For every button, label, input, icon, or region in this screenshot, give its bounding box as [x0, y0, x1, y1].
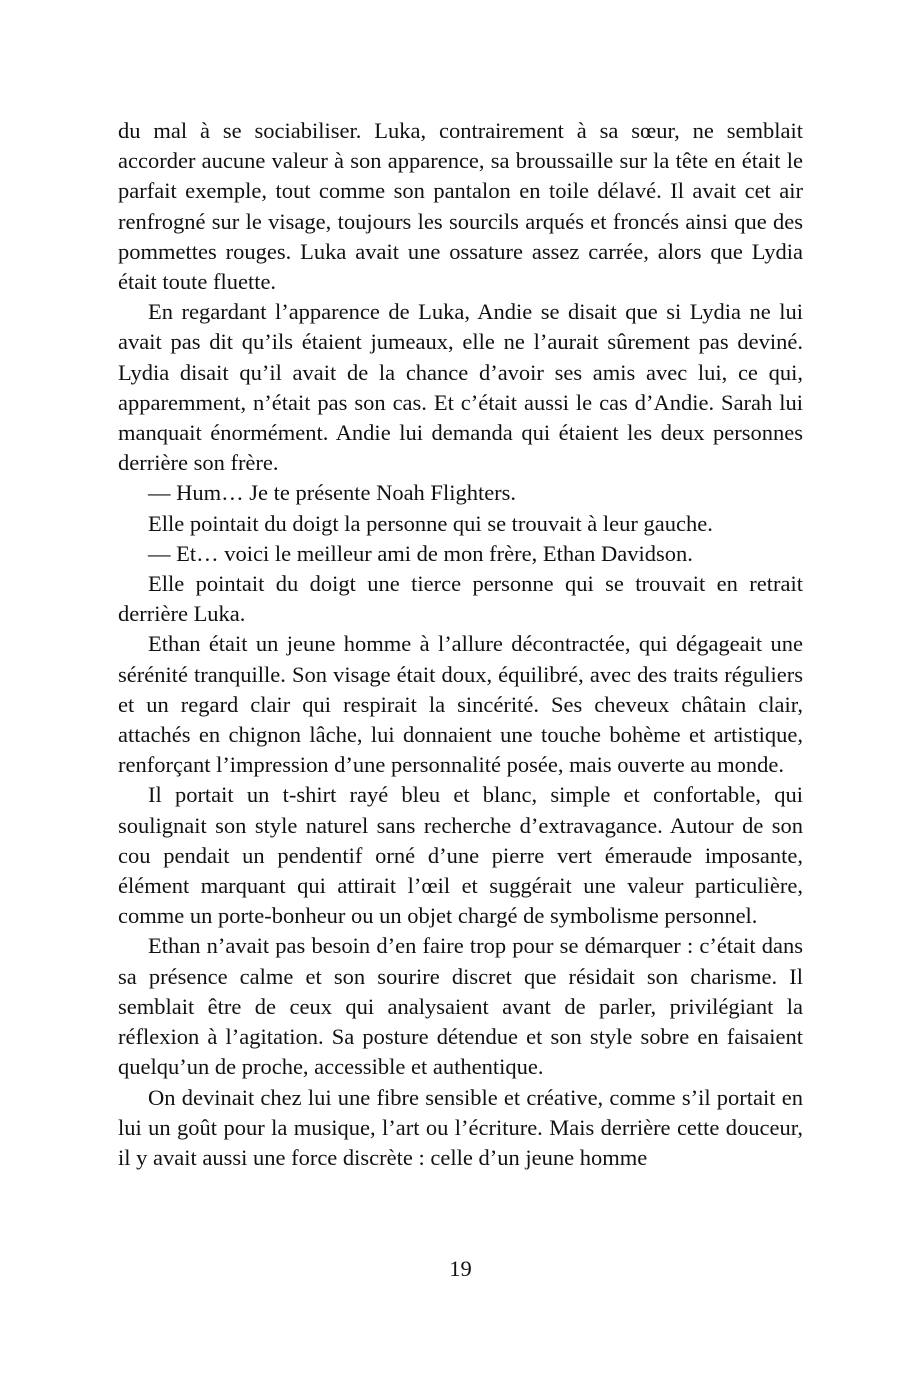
- body-text: [118, 116, 803, 1173]
- page-number: 19: [449, 1256, 472, 1281]
- paragraph: Elle pointait du doigt une tierce personne qui se trouvait en retrait derrière Luka.: [118, 571, 803, 627]
- paragraph: On devinait chez lui une fibre sensible et créative, comme s’il portait en lui un goût pour la musique, l’art ou l’écriture. Mais derrière cette douceur, il y avait aussi une force discrète : celle d’un jeune homme: [118, 1084, 803, 1170]
- paragraph: Ethan était un jeune homme à l’allure décontractée, qui dégageait une sérénité tranquille. Son visage était doux, équilibré, avec des traits réguliers et un regard clair qui respirait la sincérité. Ses cheveux châtain clair, attachés en chignon lâche, lui donnaient une touche bohème et artistique, renforçant l’impression d’une personnalité posée, mais ouverte au monde.: [118, 631, 803, 778]
- paragraph: En regardant l’apparence de Luka, Andie se disait que si Lydia ne lui avait pas dit qu’ils étaient jumeaux, elle ne l’aurait sûrement pas deviné. Lydia disait qu’il avait de la chance d’avoir ses amis avec lui, ce qui, apparemment, n’était pas son cas. Et c’était aussi le cas d’Andie. Sarah lui manquait énormément. Andie lui demanda qui étaient les deux personnes derrière son frère.: [118, 299, 803, 476]
- paragraph: du mal à se sociabiliser. Luka, contrairement à sa sœur, ne semblait accorder aucune valeur à son apparence, sa broussaille sur la tête en était le parfait exemple, tout comme son pantalon en toile délavé. Il avait cet air renfrogné sur le visage, toujours les sourcils arqués et froncés ainsi que des pommettes rouges. Luka avait une ossature assez carrée, alors que Lydia était toute fluette.: [118, 118, 803, 295]
- paragraph: Ethan n’avait pas besoin d’en faire trop pour se démarquer : c’était dans sa présence calme et son sourire discret que résidait son charisme. Il semblait être de ceux qui analysaient avant de parler, privilégiant la réflexion à l’agitation. Sa posture détendue et son style sobre en faisaient quelqu’un de proche, accessible et authentique.: [118, 933, 803, 1080]
- dialogue-line: — Hum… Je te présente Noah Flighters.: [148, 480, 517, 506]
- paragraph: Elle pointait du doigt la personne qui se trouvait à leur gauche.: [148, 510, 713, 536]
- paragraph: Il portait un t-shirt rayé bleu et blanc, simple et confortable, qui soulignait son style naturel sans recherche d’extravagance. Autour de son cou pendait un pendentif orné d’une pierre vert émeraude imposante, élément marquant qui attirait l’œil et suggérait une valeur particulière, comme un porte-bonheur ou un objet chargé de symbolisme personnel.: [118, 782, 803, 929]
- dialogue-line: — Et… voici le meilleur ami de mon frère, Ethan Davidson.: [148, 540, 693, 566]
